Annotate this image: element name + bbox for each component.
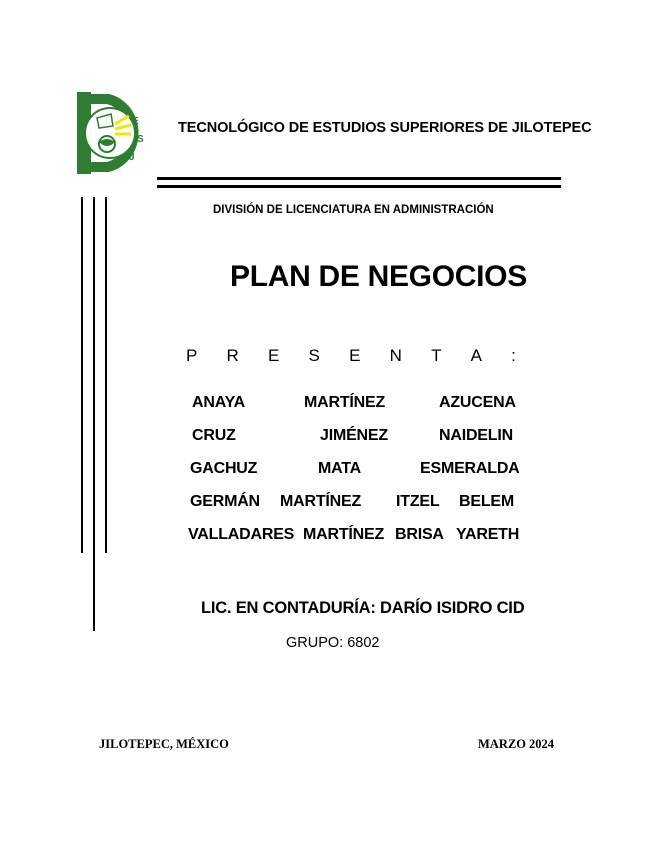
presenta-letter: A (470, 346, 482, 365)
student-1-surname-1: ANAYA (192, 394, 245, 411)
student-4-given-name-1: ITZEL (396, 493, 440, 510)
presenta-letter: R (226, 346, 239, 365)
svg-text:E: E (132, 116, 139, 127)
student-3-surname-2: MATA (318, 460, 362, 477)
presenta-letter: N (389, 346, 402, 365)
student-2-surname-1: CRUZ (192, 427, 236, 444)
presenta-letter: T (431, 346, 442, 365)
student-2-surname-2: JIMÉNEZ (320, 427, 388, 444)
professor-name: LIC. EN CONTADURÍA: DARÍO ISIDRO CID (201, 599, 525, 617)
header-rule-bottom (157, 185, 561, 188)
student-3-given-name: ESMERALDA (420, 460, 520, 477)
institution-name: TECNOLÓGICO DE ESTUDIOS SUPERIORES DE JILOTEPEC (178, 120, 592, 136)
student-1-surname-2: MARTÍNEZ (304, 394, 386, 411)
division-name: DIVISIÓN DE LICENCIATURA EN ADMINISTRACIÓN (213, 204, 494, 216)
student-3-surname-1: GACHUZ (190, 460, 258, 477)
presenta-letter: E (349, 346, 361, 365)
student-4-surname-2: MARTÍNEZ (280, 493, 362, 510)
margin-rule-1 (81, 197, 83, 553)
margin-rule-2 (93, 197, 95, 631)
svg-text:S: S (137, 134, 144, 145)
student-4-given-name-2: BELEM (459, 493, 515, 510)
presenta-letter: P (186, 346, 198, 365)
margin-rule-3 (105, 197, 107, 553)
presenta-letter: : (511, 346, 516, 365)
presenta-letter: E (268, 346, 280, 365)
student-1-given-name: AZUCENA (439, 394, 516, 411)
tesji-logo (77, 92, 151, 174)
svg-text:J: J (129, 152, 135, 163)
student-5-given-name-2: YARETH (456, 526, 520, 543)
footer-date: MARZO 2024 (478, 737, 555, 751)
student-5-surname-1: VALLADARES (188, 526, 295, 543)
student-2-given-name: NAIDELIN (439, 427, 513, 444)
document-title: PLAN DE NEGOCIOS (230, 260, 527, 293)
student-5-surname-2: MARTÍNEZ (303, 526, 385, 543)
svg-text:T: T (120, 102, 127, 113)
student-4-surname-1: GERMÁN (190, 493, 260, 510)
group-number: GRUPO: 6802 (286, 635, 380, 651)
presenta-heading (186, 346, 516, 366)
presenta-letter: S (308, 346, 320, 365)
header-rule-top (157, 177, 561, 180)
footer-place: JILOTEPEC, MÉXICO (99, 737, 229, 751)
student-5-given-name-1: BRISA (395, 526, 444, 543)
